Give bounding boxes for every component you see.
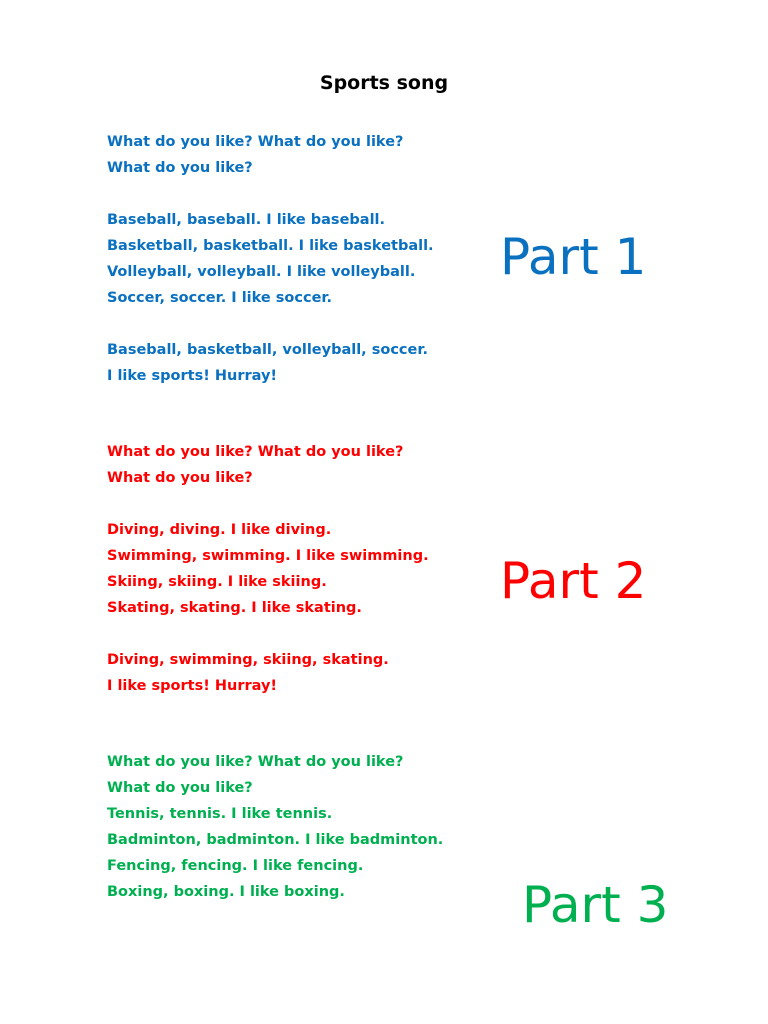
part1-lyrics [107,129,487,389]
lyric-line: Swimming, swimming. I like swimming. [107,548,429,564]
lyric-line: Skating, skating. I like skating. [107,600,362,616]
lyric-line: Fencing, fencing. I like fencing. [107,858,364,874]
stanza-gap [107,621,487,647]
part2-label: Part 2 [500,552,647,610]
lyric-line: What do you like? [107,780,253,796]
part3-label: Part 3 [522,876,669,934]
lyric-line: Skiing, skiing. I like skiing. [107,574,327,590]
lyric-line: Baseball, basketball, volleyball, soccer. [107,342,428,358]
lyric-line: I like sports! Hurray! [107,368,278,384]
document-title: Sports song [319,72,449,94]
part2-lyrics [107,439,487,699]
lyric-line: I like sports! Hurray! [107,678,278,694]
part1-label: Part 1 [500,228,647,286]
lyric-line: Boxing, boxing. I like boxing. [107,884,345,900]
lyric-line: Volleyball, volleyball. I like volleyball. [107,264,416,280]
lyric-line: Badminton, badminton. I like badminton. [107,832,444,848]
lyric-line: Basketball, basketball. I like basketball. [107,238,434,254]
lyric-line: Soccer, soccer. I like soccer. [107,290,332,306]
lyric-line: What do you like? What do you like? [107,754,404,770]
lyric-line: What do you like? [107,160,253,176]
lyric-line: What do you like? [107,470,253,486]
lyric-line: Diving, diving. I like diving. [107,522,332,538]
lyric-line: What do you like? What do you like? [107,444,404,460]
lyric-line: Baseball, baseball. I like baseball. [107,212,386,228]
stanza-gap [107,311,487,337]
lyric-line: Tennis, tennis. I like tennis. [107,806,333,822]
stanza-gap [107,181,487,207]
stanza-gap [107,491,487,517]
lyric-line: What do you like? What do you like? [107,134,404,150]
lyric-line: Diving, swimming, skiing, skating. [107,652,389,668]
part3-lyrics [107,749,487,905]
